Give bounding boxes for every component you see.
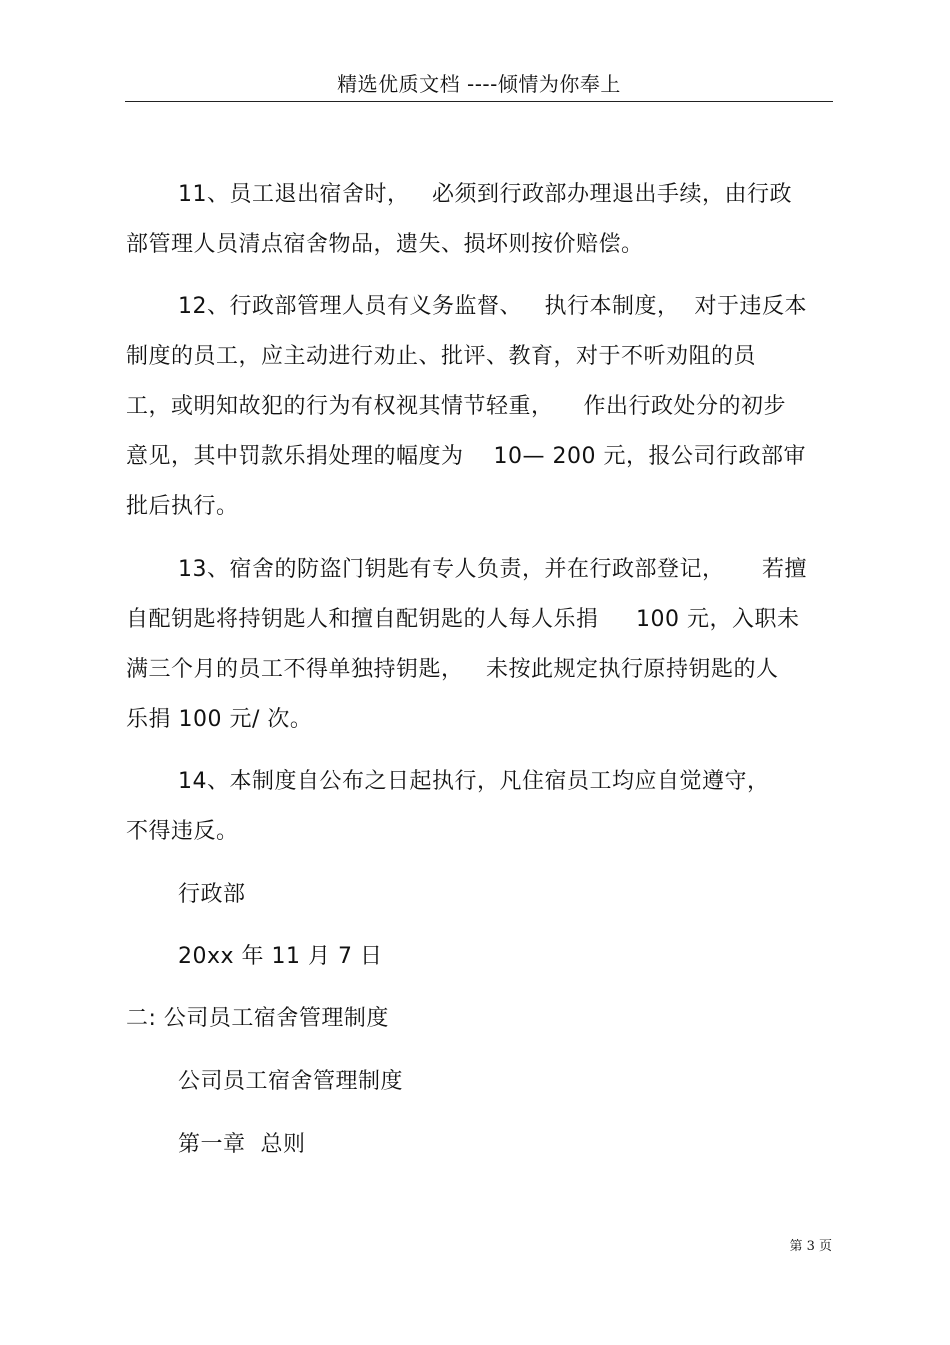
page-header-title: 精选优质文档 ----倾情为你奉上 [337,72,621,96]
section-heading: 二: 公司员工宿舍管理制度 [126,1006,389,1031]
paragraph-14-line-1: 14、本制度自公布之日起执行，凡住宿员工均应自觉遵守， [178,769,770,794]
chapter-heading: 第一章 总则 [178,1132,306,1157]
paragraph-12-line-4: 意见，其中罚款乐捐处理的幅度为 10— 200 元，报公司行政部审 [126,444,806,469]
signature-department: 行政部 [178,882,246,907]
document-title: 公司员工宿舍管理制度 [178,1069,404,1094]
paragraph-14-line-2: 不得违反。 [126,819,239,844]
paragraph-12-line-5: 批后执行。 [126,494,239,519]
paragraph-13-line-4: 乐捐 100 元/ 次。 [126,707,313,732]
paragraph-12-line-3: 工，或明知故犯的行为有权视其情节轻重， 作出行政处分的初步 [126,394,786,419]
paragraph-13-line-1: 13、宿舍的防盗门钥匙有专人负责，并在行政部登记， 若擅 [178,557,807,582]
page-number: 第 3 页 [789,1239,832,1254]
header-divider [125,101,833,102]
paragraph-13-line-3: 满三个月的员工不得单独持钥匙， 未按此规定执行原持钥匙的人 [126,657,779,682]
paragraph-12-line-2: 制度的员工，应主动进行劝止、批评、教育，对于不听劝阻的员 [126,344,757,369]
paragraph-12-line-1: 12、行政部管理人员有义务监督、 执行本制度， 对于违反本 [178,294,807,319]
paragraph-13-line-2: 自配钥匙将持钥匙人和擅自配钥匙的人每人乐捐 100 元，入职未 [126,607,800,632]
paragraph-11-line-2: 部管理人员清点宿舍物品，遗失、损坏则按价赔偿。 [126,232,644,257]
signature-date: 20xx 年 11 月 7 日 [178,944,383,969]
paragraph-11-line-1: 11、员工退出宿舍时， 必须到行政部办理退出手续，由行政 [178,182,792,207]
